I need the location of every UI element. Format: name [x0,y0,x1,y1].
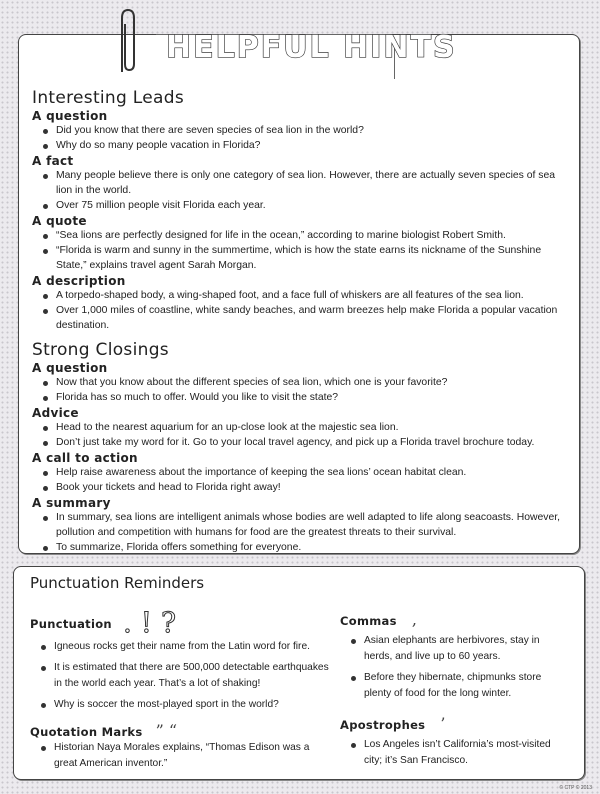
list-item: Did you know that there are seven species of sea lion in the world? [32,123,572,138]
hint-list [32,228,572,273]
quotes-section [30,721,330,772]
list-item: To summarize, Florida offers something for everyone. [32,540,572,555]
hint-group [32,361,572,405]
apostrophes-section [340,714,568,769]
list-item: Igneous rocks get their name from the Latin word for fire. [30,639,330,655]
list-item: In summary, sea lions are intelligent animals whose bodies are well adapted to life along seacoasts. However, pollution and competition with humans for food are the greatest threats to their survival. [32,510,572,540]
closings-groups [32,361,572,555]
hint-group [32,406,572,450]
list-item: Why is soccer the most-played sport in the world? [30,697,330,713]
comma-icon: , [411,610,417,629]
hint-group-label: A description [32,274,126,288]
quotes-label: Quotation Marks [30,725,143,739]
hint-group [32,496,572,555]
hint-group [32,154,572,213]
hint-list [32,510,572,555]
hint-list [32,465,572,495]
list-item: “Sea lions are perfectly designed for life in the ocean,” according to marine biologist Robert Smith. [32,228,572,243]
list-item: Historian Naya Morales explains, “Thomas Edison was a great American inventor.” [30,740,330,772]
hint-list [32,420,572,450]
punct-section [30,606,330,713]
hint-group [32,214,572,273]
list-item: A torpedo-shaped body, a wing-shaped foot, and a face full of whiskers are all features of the sea lion. [32,288,572,303]
apostrophe-icon: ’ [440,714,446,733]
copyright-text: © CTP © 2013 [559,785,592,791]
list-item: Over 75 million people visit Florida each year. [32,198,572,213]
hint-list [32,288,572,333]
commas-section [340,610,568,702]
list-item: Asian elephants are herbivores, stay in herds, and live up to 60 years. [340,633,568,665]
list-item: “Florida is warm and sunny in the summertime, which is how the state earns its nickname of the Sunshine State,” explains travel agent Sarah Morgan. [32,243,572,273]
punctuation-marks-icon: . ! ? [123,606,176,639]
hint-group [32,274,572,333]
list-item: Los Angeles isn’t California’s most-visited city; it’s San Francisco. [340,737,568,769]
list-item: Book your tickets and head to Florida right away! [32,480,572,495]
leads-heading: Interesting Leads [32,88,184,108]
apostrophes-list [340,737,568,769]
commas-label: Commas [340,614,397,628]
quotation-marks-icon: ” “ [155,721,178,740]
apostrophes-label: Apostrophes [340,718,426,732]
punctuation-right-column [340,610,568,774]
hint-group-label: A quote [32,214,87,228]
page-title: HELPFUL HINTS [166,30,457,65]
hint-group-label: Advice [32,406,79,420]
hint-group-label: A question [32,109,108,123]
hint-group [32,451,572,495]
hint-group-label: A call to action [32,451,138,465]
hint-group-label: A fact [32,154,74,168]
punctuation-left-column [30,606,330,777]
list-item: Florida has so much to offer. Would you like to visit the state? [32,390,572,405]
punctuation-heading: Punctuation Reminders [30,574,205,592]
quotes-list [30,740,330,772]
punct-list [30,639,330,713]
leads-groups [32,109,572,333]
list-item: Now that you know about the different species of sea lion, which one is your favorite? [32,375,572,390]
hints-content [32,88,572,556]
hint-list [32,375,572,405]
list-item: Help raise awareness about the importance of keeping the sea lions’ ocean habitat clean. [32,465,572,480]
list-item: Over 1,000 miles of coastline, white sandy beaches, and warm breezes help make Florida a popular vacation destination. [32,303,572,333]
hint-group-label: A question [32,361,108,375]
list-item: Head to the nearest aquarium for an up-close look at the majestic sea lion. [32,420,572,435]
list-item: Before they hibernate, chipmunks store plenty of food for the long winter. [340,670,568,702]
hint-list [32,123,572,153]
hint-group [32,109,572,153]
hint-group-label: A summary [32,496,111,510]
punct-label: Punctuation [30,617,112,631]
hint-list [32,168,572,213]
commas-list [340,633,568,702]
list-item: It is estimated that there are 500,000 detectable earthquakes in the world each year. That’s a lot of shaking! [30,660,330,692]
list-item: Don’t just take my word for it. Go to your local travel agency, and pick up a Florida travel brochure today. [32,435,572,450]
closings-heading: Strong Closings [32,340,169,360]
paperclip-icon [116,6,138,78]
list-item: Why do so many people vacation in Florida? [32,138,572,153]
list-item: Many people believe there is only one category of sea lion. However, there are actually seven species of sea lion in the world. [32,168,572,198]
